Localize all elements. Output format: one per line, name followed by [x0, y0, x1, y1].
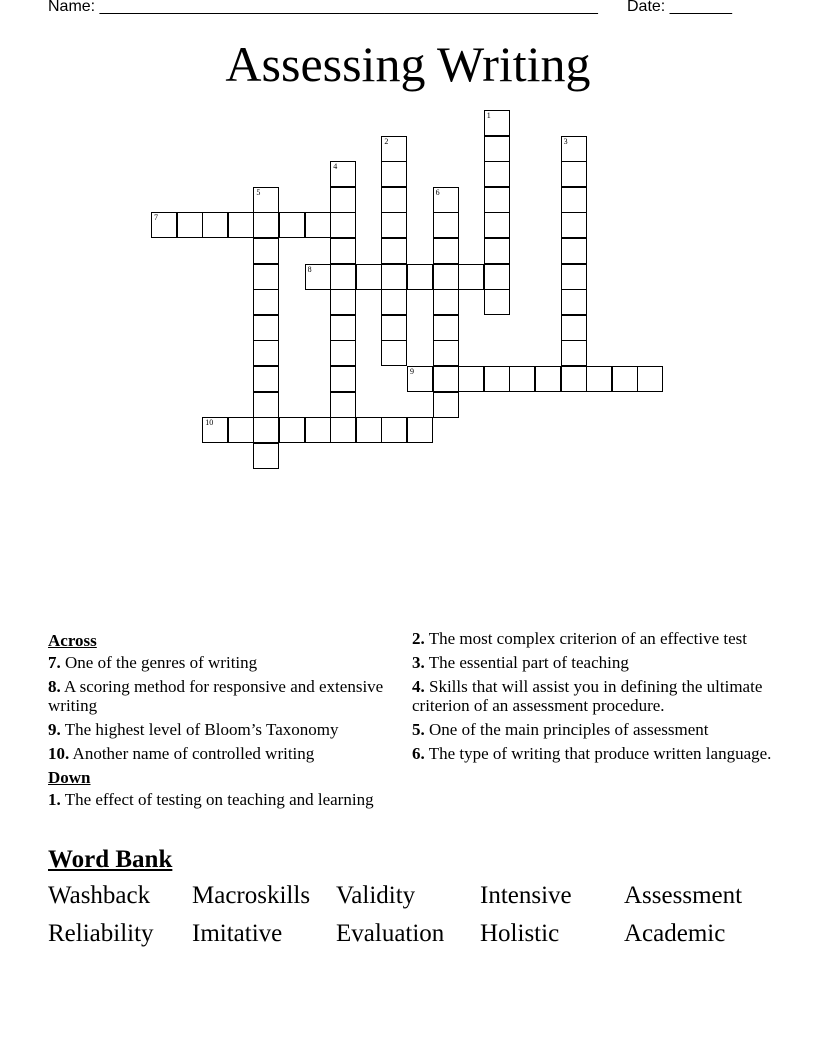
word-bank-title: Word Bank [48, 846, 173, 873]
clue-down-6: 6. The type of writing that produce written language. [412, 744, 772, 763]
crossword-cell[interactable] [407, 366, 433, 392]
crossword-cell[interactable] [279, 212, 305, 238]
word-bank-item: Reliability [48, 920, 154, 947]
crossword-cell[interactable] [381, 417, 407, 443]
crossword-cell[interactable] [458, 366, 484, 392]
crossword-cell[interactable] [612, 366, 638, 392]
cell-number: 2 [384, 136, 389, 146]
crossword-cell[interactable] [202, 212, 228, 238]
crossword-cell[interactable] [330, 238, 356, 264]
cell-number: 10 [205, 418, 214, 428]
crossword-cell[interactable] [381, 187, 407, 213]
crossword-cell[interactable] [305, 212, 331, 238]
crossword-cell[interactable] [433, 340, 459, 366]
word-bank-item: Evaluation [336, 920, 445, 947]
crossword-cell[interactable] [305, 264, 331, 290]
cell-number: 5 [256, 187, 261, 197]
clue-down-5: 5. One of the main principles of assessment [412, 720, 709, 739]
crossword-cell[interactable] [484, 289, 510, 315]
crossword-cell[interactable] [253, 417, 279, 443]
word-bank-item: Validity [336, 882, 416, 909]
crossword-cell[interactable] [381, 161, 407, 187]
crossword-cell[interactable] [330, 392, 356, 418]
crossword-cell[interactable] [253, 315, 279, 341]
crossword-cell[interactable] [433, 366, 459, 392]
crossword-cell[interactable] [381, 238, 407, 264]
clues-left-column [48, 629, 393, 814]
crossword-cell[interactable] [561, 187, 587, 213]
crossword-cell[interactable] [381, 212, 407, 238]
crossword-cell[interactable] [433, 212, 459, 238]
clue-down-3: 3. The essential part of teaching [412, 653, 629, 672]
crossword-cell[interactable] [433, 187, 459, 213]
crossword-cell[interactable] [433, 315, 459, 341]
word-bank-item: Holistic [480, 920, 560, 947]
crossword-cell[interactable] [433, 264, 459, 290]
crossword-cell[interactable] [253, 187, 279, 213]
crossword-cell[interactable] [330, 212, 356, 238]
cell-number: 9 [410, 367, 414, 376]
cell-number: 7 [154, 213, 158, 223]
crossword-cell[interactable] [202, 417, 228, 443]
crossword-cell[interactable] [561, 315, 587, 341]
crossword-cell[interactable] [561, 366, 587, 392]
clue-across-8: 8. A scoring method for responsive and extensive writing [48, 677, 384, 715]
clue-across-7: 7. One of the genres of writing [48, 653, 258, 672]
crossword-cell[interactable] [407, 417, 433, 443]
crossword-cell[interactable] [484, 238, 510, 264]
crossword-cell[interactable] [458, 264, 484, 290]
word-bank-item: Assessment [624, 882, 743, 909]
word-bank-item: Intensive [480, 882, 572, 909]
crossword-cell[interactable] [561, 264, 587, 290]
crossword-cell[interactable] [433, 392, 459, 418]
crossword-cell[interactable] [177, 212, 203, 238]
crossword-cell[interactable] [330, 264, 356, 290]
crossword-cell[interactable] [356, 264, 382, 290]
crossword-cell[interactable] [561, 212, 587, 238]
clue-across-10: 10. Another name of controlled writing [48, 744, 315, 763]
crossword-cell[interactable] [330, 187, 356, 213]
word-bank-item: Academic [624, 920, 726, 947]
name-field-label: Name: ________________________________________________________ [48, 0, 598, 15]
crossword-cell[interactable] [305, 417, 331, 443]
crossword-cell[interactable] [433, 289, 459, 315]
word-bank-item: Macroskills [192, 882, 311, 909]
crossword-cell[interactable] [228, 417, 254, 443]
crossword-cell[interactable] [561, 238, 587, 264]
crossword-cell[interactable] [151, 212, 177, 238]
crossword-cell[interactable] [253, 289, 279, 315]
date-field-label: Date: _______ [627, 0, 732, 15]
cell-number: 1 [486, 111, 491, 120]
crossword-cell[interactable] [561, 340, 587, 366]
crossword-cell[interactable] [356, 417, 382, 443]
word-bank-item: Imitative [192, 920, 283, 947]
crossword-cell[interactable] [253, 443, 279, 469]
crossword-cell[interactable] [484, 136, 510, 162]
across-heading: Across [48, 631, 97, 650]
crossword-cell[interactable] [381, 340, 407, 366]
crossword-cell[interactable] [330, 340, 356, 366]
crossword-cell[interactable] [561, 161, 587, 187]
crossword-cell[interactable] [253, 212, 279, 238]
crossword-cell[interactable] [407, 264, 433, 290]
crossword-cell[interactable] [381, 264, 407, 290]
crossword-cell[interactable] [228, 212, 254, 238]
crossword-cell[interactable] [561, 136, 587, 162]
crossword-cell[interactable] [381, 136, 407, 162]
crossword-cell[interactable] [484, 161, 510, 187]
crossword-cell[interactable] [253, 366, 279, 392]
clue-down-1: 1. The effect of testing on teaching and learning [48, 790, 374, 809]
word-bank [48, 882, 788, 948]
crossword-cell[interactable] [330, 315, 356, 341]
cell-number: 6 [435, 187, 440, 197]
crossword-cell[interactable] [253, 238, 279, 264]
word-bank-item: Washback [48, 882, 151, 909]
clue-down-2: 2. The most complex criterion of an effective test [412, 629, 748, 648]
crossword-cell[interactable] [330, 161, 356, 187]
crossword-cell[interactable] [509, 366, 535, 392]
cell-number: 3 [563, 136, 568, 146]
cell-number: 8 [307, 264, 312, 274]
crossword-cell[interactable] [381, 315, 407, 341]
clues-right-column [412, 629, 782, 768]
crossword-cell[interactable] [484, 187, 510, 213]
crossword-cell[interactable] [279, 417, 305, 443]
page-title: Assessing Writing [225, 36, 591, 92]
crossword-cell[interactable] [253, 340, 279, 366]
crossword-cell[interactable] [484, 212, 510, 238]
crossword-cell[interactable] [330, 417, 356, 443]
cell-number: 4 [333, 162, 338, 172]
crossword-cell[interactable] [637, 366, 663, 392]
crossword-cell[interactable] [586, 366, 612, 392]
crossword-cell[interactable] [381, 289, 407, 315]
crossword-cell[interactable] [561, 289, 587, 315]
crossword-cell[interactable] [253, 264, 279, 290]
clue-down-4: 4. Skills that will assist you in defining the ultimate criterion of an assessment procedure. [412, 677, 763, 715]
crossword-cell[interactable] [535, 366, 561, 392]
crossword-cell[interactable] [433, 238, 459, 264]
crossword-cell[interactable] [484, 264, 510, 290]
crossword-grid [0, 0, 816, 500]
down-heading: Down [48, 768, 91, 787]
crossword-cell[interactable] [330, 289, 356, 315]
crossword-cell[interactable] [484, 366, 510, 392]
clue-across-9: 9. The highest level of Bloom’s Taxonomy [48, 720, 339, 739]
crossword-cell[interactable] [484, 110, 510, 136]
crossword-cell[interactable] [330, 366, 356, 392]
crossword-cell[interactable] [253, 392, 279, 418]
